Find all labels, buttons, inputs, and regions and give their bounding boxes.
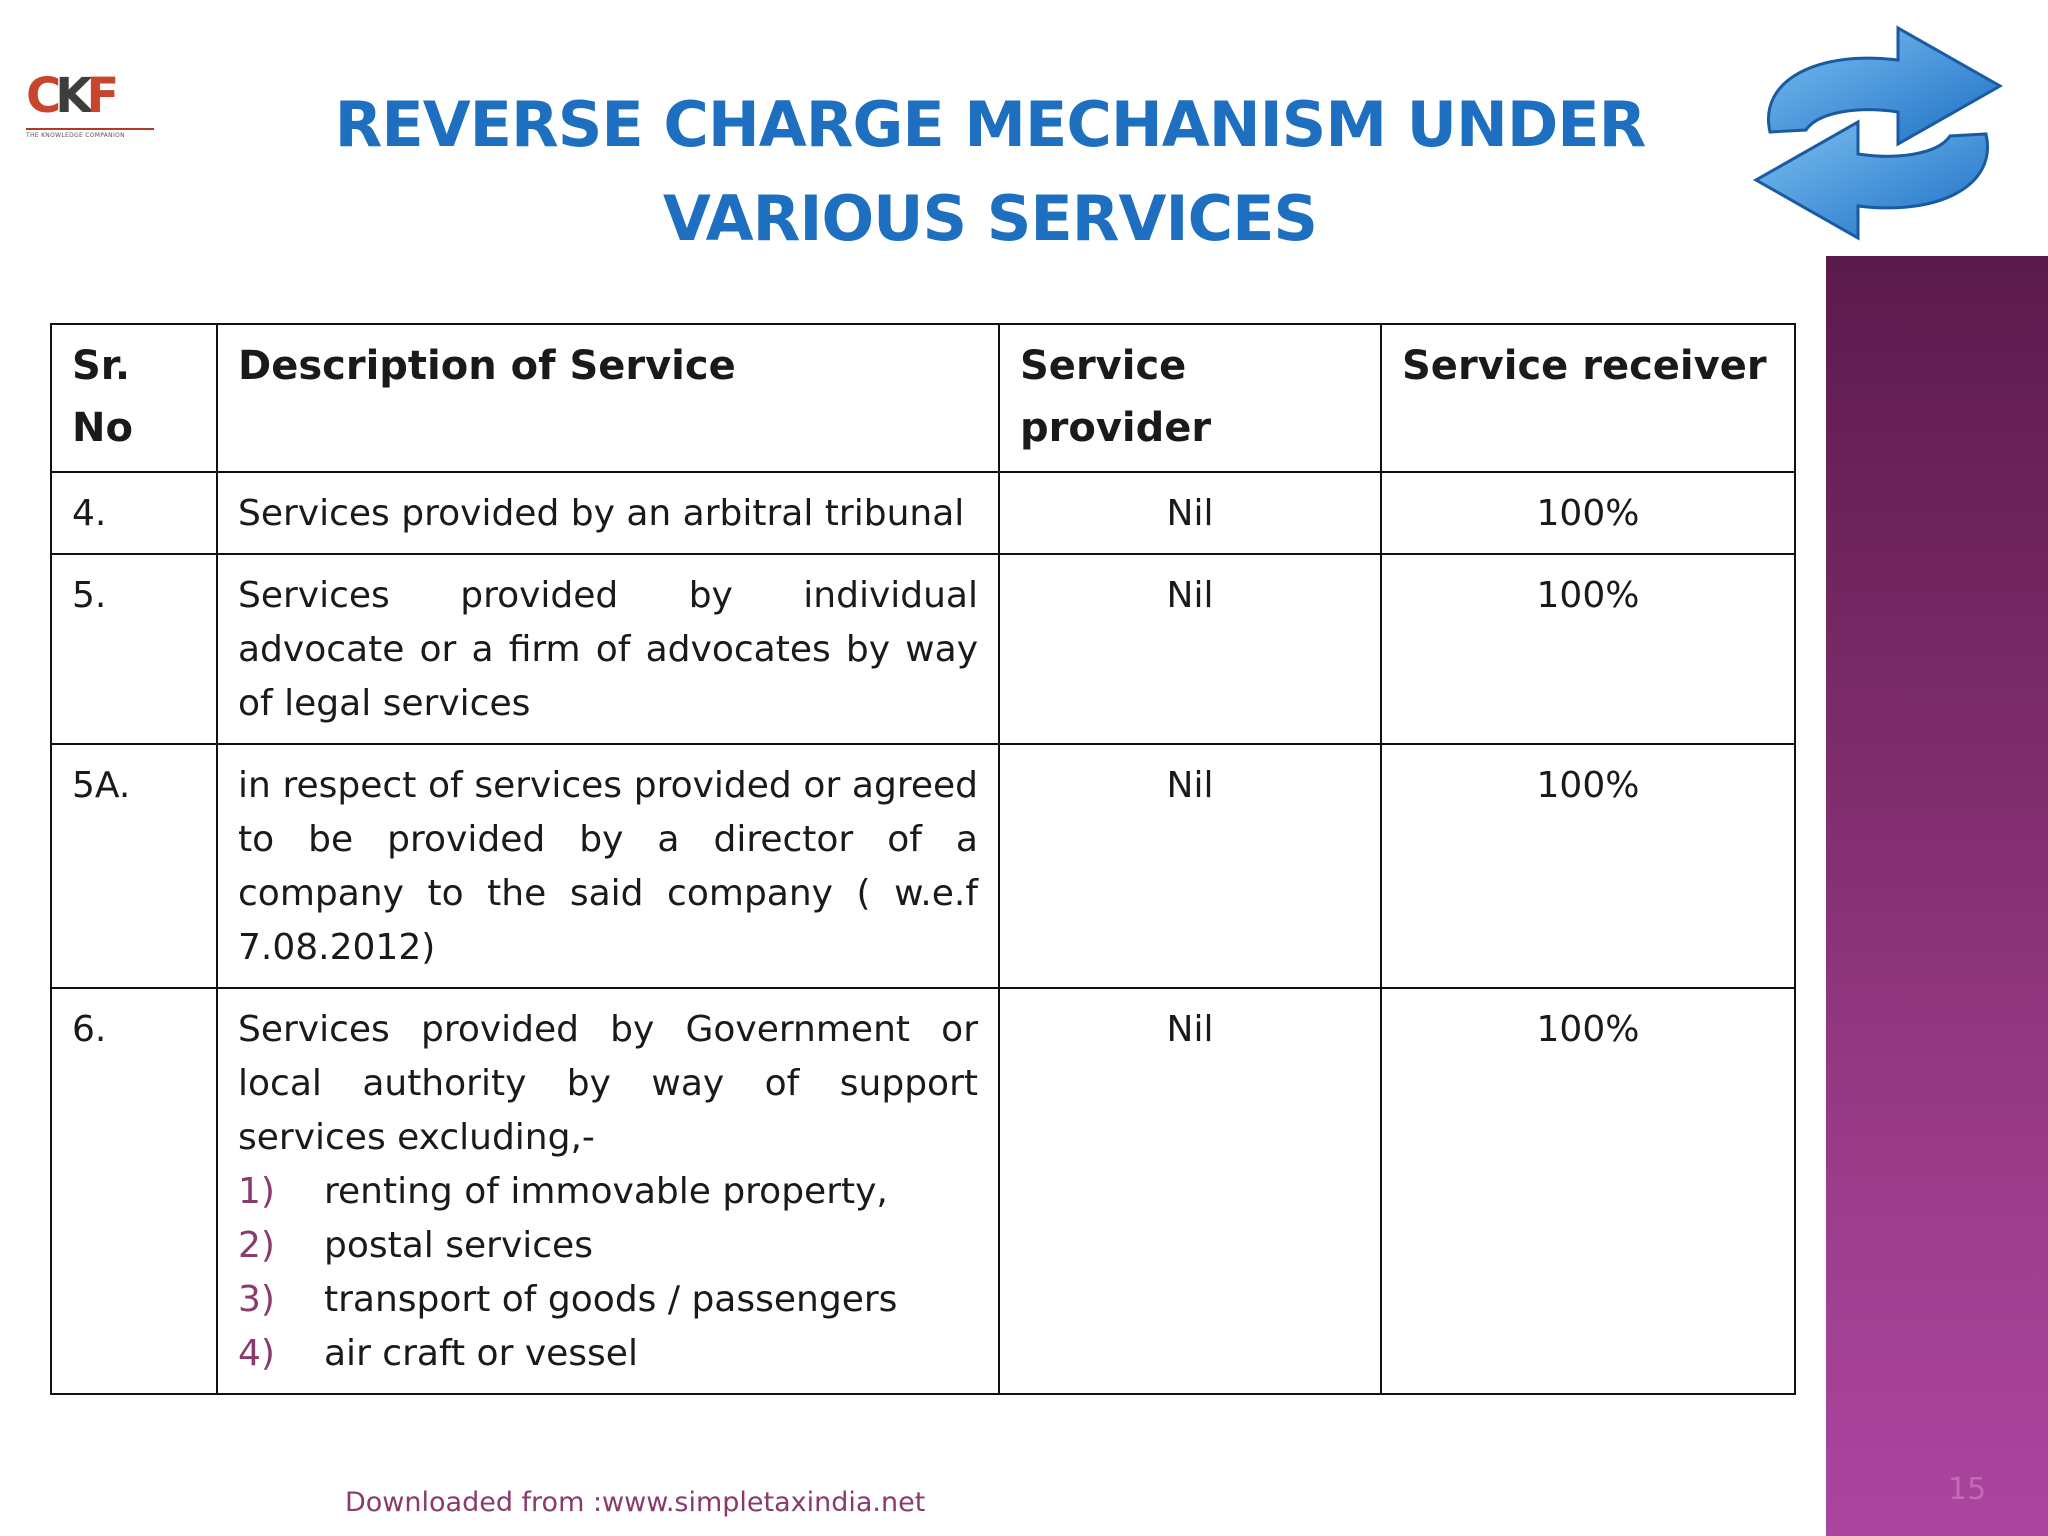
list-item: [238, 1327, 978, 1381]
table-header-row: [51, 324, 1795, 472]
cell-sr: 5A.: [51, 744, 217, 988]
cell-description: Services provided by an arbitral tribunal: [217, 472, 999, 554]
cell-receiver: 100%: [1381, 472, 1795, 554]
list-item: [238, 1165, 978, 1219]
cell-sr: 4.: [51, 472, 217, 554]
page-title: [300, 78, 1680, 266]
cell-sr: 5.: [51, 554, 217, 744]
reverse-charge-table: [50, 323, 1796, 1395]
cell-provider: Nil: [999, 744, 1381, 988]
footer-source: Downloaded from :www.simpletaxindia.net: [345, 1487, 926, 1518]
page-number: 15: [1948, 1472, 1987, 1507]
cell-receiver: 100%: [1381, 988, 1795, 1394]
cycle-arrows-icon: [1748, 20, 2008, 246]
list-index: 3): [238, 1279, 275, 1320]
table-row: [51, 988, 1795, 1394]
header-description: Description of Service: [217, 324, 999, 472]
ckf-logo-icon: [26, 68, 154, 144]
list-index: 2): [238, 1225, 275, 1266]
cell-sr: 6.: [51, 988, 217, 1394]
cell-receiver: 100%: [1381, 744, 1795, 988]
title-line-2: VARIOUS SERVICES: [662, 182, 1318, 255]
cell-provider: Nil: [999, 988, 1381, 1394]
description-text: Services provided by Government or local authority by way of support services excluding,-: [238, 1009, 978, 1158]
exclusion-list: [238, 1165, 978, 1381]
table-row: [51, 744, 1795, 988]
cell-provider: Nil: [999, 472, 1381, 554]
cell-description: [217, 988, 999, 1394]
list-text: postal services: [324, 1225, 593, 1266]
cell-description: Services provided by individual advocate or a firm of advocates by way of legal services: [217, 554, 999, 744]
logo-tagline: THE KNOWLEDGE COMPANION: [26, 128, 154, 139]
table-row: [51, 472, 1795, 554]
list-text: air craft or vessel: [324, 1333, 638, 1374]
table-row: [51, 554, 1795, 744]
list-index: 1): [238, 1171, 275, 1212]
list-text: renting of immovable property,: [324, 1171, 888, 1212]
list-item: [238, 1219, 978, 1273]
title-line-1: REVERSE CHARGE MECHANISM UNDER: [334, 88, 1646, 161]
decorative-sidebar: [1826, 256, 2048, 1536]
logo-letters: CKF: [26, 68, 114, 124]
header-sr-no: Sr. No: [51, 324, 217, 472]
cell-receiver: 100%: [1381, 554, 1795, 744]
cell-description: in respect of services provided or agreed to be provided by a director of a company to the said company ( w.e.f 7.08.2012): [217, 744, 999, 988]
cell-provider: Nil: [999, 554, 1381, 744]
list-index: 4): [238, 1333, 275, 1374]
header-service-provider: Service provider: [999, 324, 1381, 472]
header-service-receiver: Service receiver: [1381, 324, 1795, 472]
list-item: [238, 1273, 978, 1327]
list-text: transport of goods / passengers: [324, 1279, 898, 1320]
